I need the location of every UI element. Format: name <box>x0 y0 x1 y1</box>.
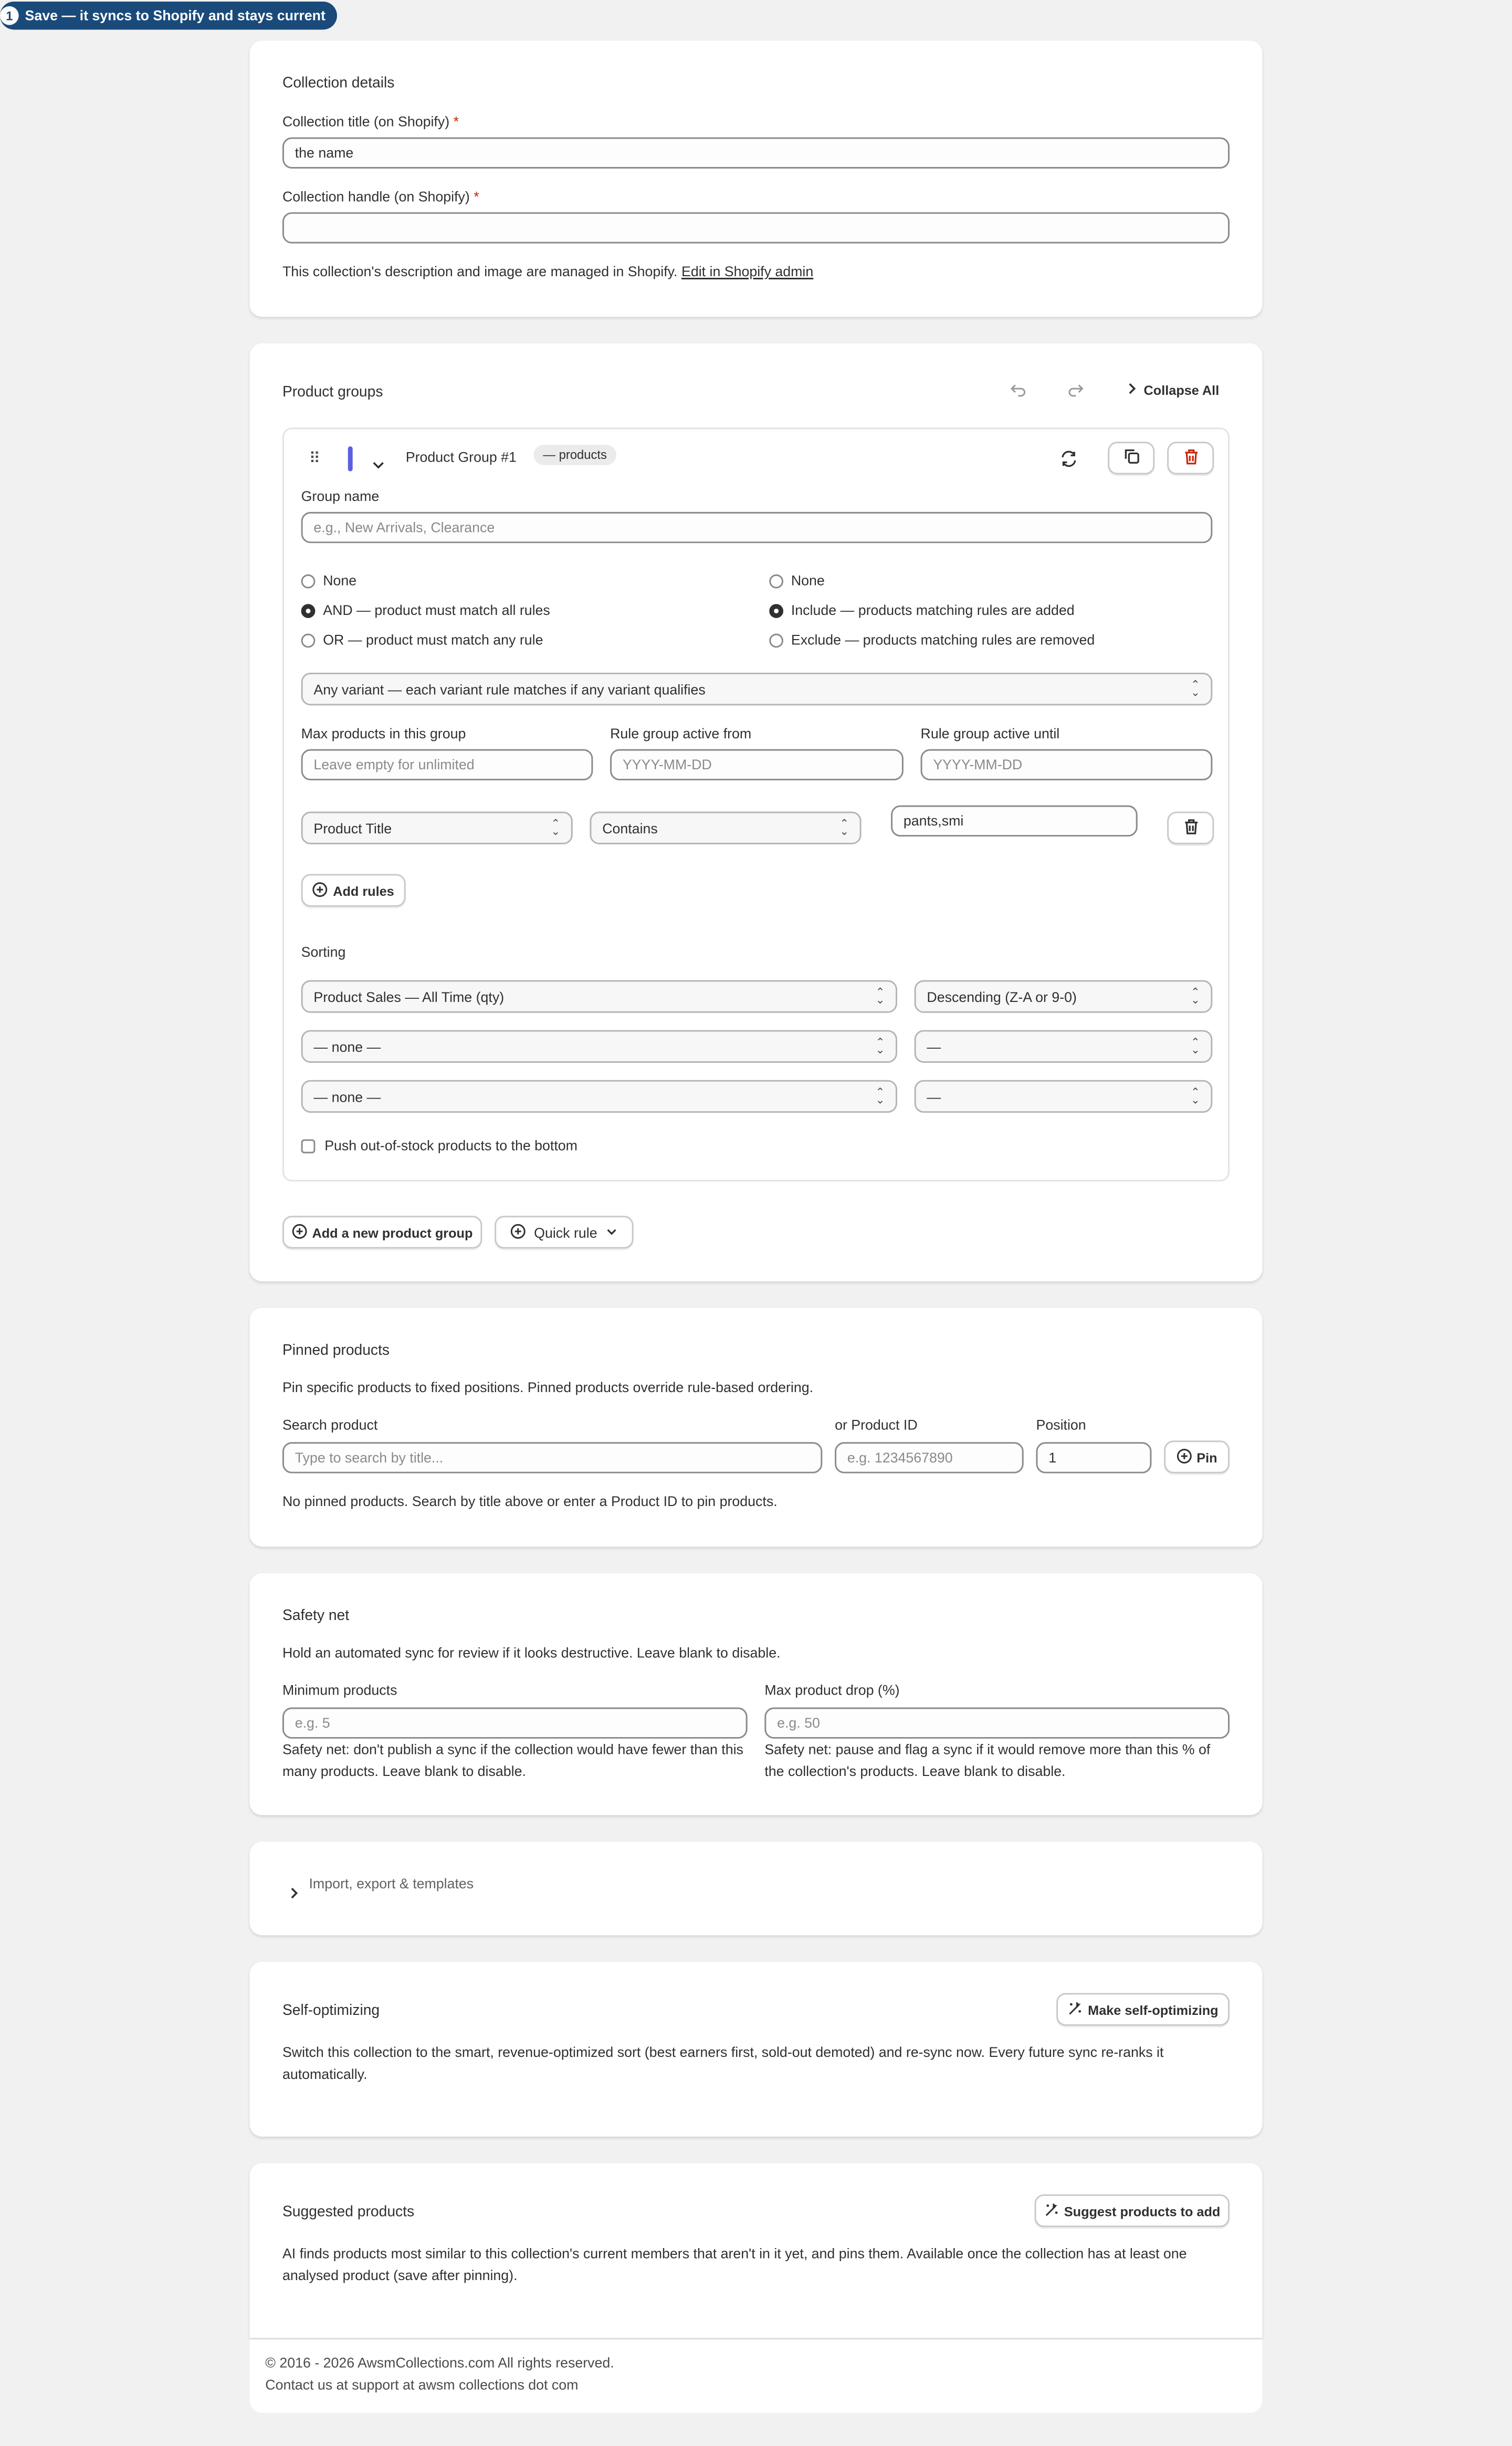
trash-icon <box>1182 814 1199 842</box>
sort-field-select-3[interactable]: — none — ⌃ ⌄ <box>301 1080 897 1113</box>
magic-wand-icon <box>1044 2201 1059 2220</box>
select-chevron-icon: ⌃ ⌄ <box>875 1037 885 1056</box>
select-chevron-icon: ⌃ ⌄ <box>1191 1037 1200 1056</box>
magic-wand-icon <box>1068 2000 1084 2019</box>
match-or-radio[interactable]: OR — product must match any rule <box>301 632 543 648</box>
duplicate-group-button[interactable] <box>1108 442 1154 474</box>
pinned-description: Pin specific products to fixed positions. Pinned products override rule-based ordering. <box>282 1379 814 1396</box>
import-export-label: Import, export & templates <box>309 1876 474 1892</box>
position-input[interactable]: 1 <box>1036 1442 1151 1473</box>
variant-mode-select[interactable]: Any variant — each variant rule matches if any variant qualifies ⌃ ⌄ <box>301 673 1213 705</box>
trash-icon <box>1182 444 1199 472</box>
min-products-label: Minimum products <box>282 1682 397 1698</box>
safety-net-card <box>250 1573 1263 1815</box>
radio-circle-selected <box>769 603 783 618</box>
radio-circle <box>301 633 316 647</box>
max-products-label: Max products in this group <box>301 726 466 741</box>
suggest-products-button[interactable]: Suggest products to add <box>1035 2194 1230 2227</box>
product-groups-card <box>250 343 1263 1281</box>
select-chevron-icon: ⌃ ⌄ <box>1191 680 1200 699</box>
add-product-group-button[interactable]: Add a new product group <box>282 1216 482 1248</box>
match-none-radio[interactable]: None <box>301 573 357 589</box>
step-number: 1 <box>0 6 19 25</box>
collection-handle-input[interactable] <box>282 212 1230 243</box>
position-label: Position <box>1036 1417 1086 1433</box>
max-drop-help: Safety net: pause and flag a sync if it would remove more than this % of the collection's products. Leave blank to disable. <box>764 1741 1211 1779</box>
group-title: Product Group #1 <box>405 449 517 465</box>
active-until-label: Rule group active until <box>920 726 1060 741</box>
suggested-products-card <box>250 2163 1263 2338</box>
rule-operator-select[interactable]: Contains ⌃ ⌄ <box>590 811 861 844</box>
radio-circle <box>769 573 783 588</box>
add-rules-button[interactable]: Add rules <box>301 874 406 906</box>
select-chevron-icon: ⌃ ⌄ <box>875 987 885 1006</box>
copyright-text: © 2016 - 2026 AwsmCollections.com All rights reserved. <box>265 2355 614 2371</box>
plus-circle-icon <box>1177 1448 1192 1467</box>
collection-handle-label: Collection handle (on Shopify) * <box>282 189 479 205</box>
sort-direction-select-3[interactable]: — ⌃ ⌄ <box>915 1080 1213 1113</box>
plus-circle-icon <box>313 881 329 900</box>
pin-button[interactable]: Pin <box>1164 1440 1230 1473</box>
copy-icon <box>1122 444 1140 472</box>
sync-icon[interactable] <box>1059 448 1078 476</box>
card-title: Safety net <box>282 1607 350 1625</box>
sort-direction-select-2[interactable]: — ⌃ ⌄ <box>915 1030 1213 1063</box>
details-note: This collection's description and image are managed in Shopify. Edit in Shopify admin <box>282 264 814 280</box>
rule-field-select[interactable]: Product Title ⌃ ⌄ <box>301 811 573 844</box>
mode-exclude-radio[interactable]: Exclude — products matching rules are removed <box>769 632 1095 648</box>
make-self-optimizing-button[interactable]: Make self-optimizing <box>1056 1993 1230 2025</box>
drag-handle-icon[interactable]: ⠿ <box>309 451 319 468</box>
chevron-down-icon <box>605 1225 617 1240</box>
chevron-right-icon <box>1127 382 1138 398</box>
match-and-radio[interactable]: AND — product must match all rules <box>301 602 550 618</box>
suggested-products-description: AI finds products most similar to this collection's current members that aren't in it yet, and pins them. Available once the collection has at least one analysed product (save after pinning). <box>282 2245 1187 2283</box>
card-title: Self-optimizing <box>282 2002 380 2020</box>
self-optimizing-card <box>250 1962 1263 2137</box>
push-oos-checkbox[interactable]: Push out-of-stock products to the bottom <box>301 1138 578 1154</box>
radio-circle-selected <box>301 603 316 618</box>
collection-title-input[interactable]: the name <box>282 138 1230 169</box>
pinned-empty-state: No pinned products. Search by title above or enter a Product ID to pin products. <box>282 1493 778 1510</box>
sort-field-select-2[interactable]: — none — ⌃ ⌄ <box>301 1030 897 1063</box>
card-title: Product groups <box>282 384 383 401</box>
min-products-help: Safety net: don't publish a sync if the collection would have fewer than this many products. Leave blank to disable. <box>282 1741 743 1779</box>
pinned-products-card <box>250 1308 1263 1547</box>
search-product-input[interactable]: Type to search by title... <box>282 1442 822 1473</box>
collection-title-label: Collection title (on Shopify) * <box>282 113 459 130</box>
search-product-label: Search product <box>282 1417 378 1433</box>
quick-rule-button[interactable]: Quick rule <box>495 1216 634 1248</box>
radio-circle <box>301 573 316 588</box>
save-status-badge[interactable] <box>0 2 337 29</box>
chevron-right-icon <box>289 1879 300 1907</box>
active-from-input[interactable]: YYYY-MM-DD <box>610 749 904 780</box>
product-group-panel <box>282 427 1230 1182</box>
sort-direction-select-1[interactable]: Descending (Z-A or 9-0) ⌃ ⌄ <box>915 980 1213 1012</box>
checkbox-box <box>301 1138 316 1153</box>
group-product-count-badge: — products <box>533 445 616 465</box>
select-chevron-icon: ⌃ ⌄ <box>1191 987 1200 1006</box>
radio-circle <box>769 633 783 647</box>
chevron-down-icon[interactable] <box>371 451 385 479</box>
collection-details-card <box>250 40 1263 317</box>
min-products-input[interactable]: e.g. 5 <box>282 1707 748 1738</box>
product-id-input[interactable]: e.g. 1234567890 <box>835 1442 1024 1473</box>
edit-in-shopify-link[interactable]: Edit in Shopify admin <box>681 264 814 280</box>
delete-group-button[interactable] <box>1167 442 1214 474</box>
select-chevron-icon: ⌃ ⌄ <box>839 818 849 838</box>
group-name-label: Group name <box>301 488 380 504</box>
select-chevron-icon: ⌃ ⌄ <box>875 1087 885 1106</box>
self-optimizing-description: Switch this collection to the smart, revenue-optimized sort (best earners first, sold-out demoted) and re-sync now. Every future sync re-ranks it automatically. <box>282 2044 1164 2082</box>
max-products-input[interactable]: Leave empty for unlimited <box>301 749 593 780</box>
card-title: Collection details <box>282 75 395 92</box>
active-from-label: Rule group active from <box>610 726 752 741</box>
mode-include-radio[interactable]: Include — products matching rules are added <box>769 602 1074 618</box>
mode-none-radio[interactable]: None <box>769 573 825 589</box>
active-until-input[interactable]: YYYY-MM-DD <box>921 749 1213 780</box>
card-title: Suggested products <box>282 2203 415 2221</box>
delete-rule-button[interactable] <box>1167 811 1214 844</box>
select-chevron-icon: ⌃ ⌄ <box>551 818 560 838</box>
rule-value-input[interactable]: pants,smi <box>891 806 1138 837</box>
max-drop-input[interactable]: e.g. 50 <box>764 1707 1230 1738</box>
redo-icon[interactable] <box>1067 381 1085 403</box>
max-drop-label: Max product drop (%) <box>764 1682 900 1698</box>
save-status-label: Save — it syncs to Shopify and stays current <box>25 7 326 24</box>
group-color-bar <box>348 446 353 472</box>
select-chevron-icon: ⌃ ⌄ <box>1191 1087 1200 1106</box>
page-footer <box>250 2339 1263 2413</box>
group-name-input[interactable]: e.g., New Arrivals, Clearance <box>301 512 1213 543</box>
contact-text: Contact us at support at awsm collections dot com <box>265 2377 579 2393</box>
plus-circle-icon <box>292 1223 308 1242</box>
card-title: Pinned products <box>282 1342 390 1360</box>
sort-field-select-1[interactable]: Product Sales — All Time (qty) ⌃ ⌄ <box>301 980 897 1012</box>
product-id-label: or Product ID <box>835 1417 918 1433</box>
sorting-label: Sorting <box>301 944 346 960</box>
import-export-card[interactable] <box>250 1842 1263 1935</box>
plus-circle-icon <box>511 1223 527 1242</box>
undo-icon[interactable] <box>1010 381 1027 403</box>
collapse-all-button[interactable]: Collapse All <box>1127 382 1219 398</box>
safety-description: Hold an automated sync for review if it looks destructive. Leave blank to disable. <box>282 1645 781 1661</box>
